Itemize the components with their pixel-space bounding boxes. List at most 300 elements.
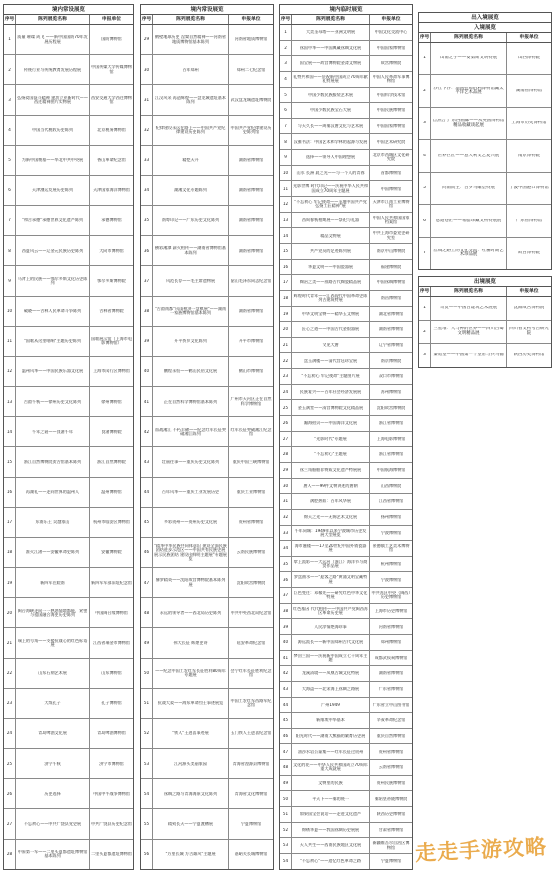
- exhibition-name: "古韵南都"风雨相济一盘棋展"——湖南一家族博物馆基本陈列: [154, 306, 227, 316]
- exhibition-name-cell: [153, 417, 229, 446]
- applicant-unit: 浙江自然博物院: [97, 459, 126, 464]
- exhibition-name-cell: [16, 719, 90, 748]
- table-row: [141, 628, 273, 658]
- row-number-cell: [280, 307, 292, 322]
- row-number: 50: [143, 671, 150, 676]
- exhibition-name: 金玉满堂——清宫博物院文化精品展: [297, 405, 364, 410]
- applicant-unit-cell: [229, 297, 273, 326]
- row-number: 37: [282, 593, 289, 598]
- exhibition-name: 瑞上的号角——支援抗战心的红色标语展: [17, 638, 88, 648]
- applicant-unit-cell: [90, 809, 133, 838]
- table-row: [141, 206, 273, 236]
- applicant-unit: 湖南省博物馆: [378, 671, 404, 676]
- exhibition-name: 满腔热血：百年风华展: [310, 499, 351, 504]
- row-number: 49: [282, 780, 289, 785]
- row-number-cell: [4, 478, 16, 507]
- row-number-cell: [141, 719, 153, 748]
- applicant-unit-cell: [229, 25, 273, 54]
- row-number-cell: [141, 659, 153, 688]
- table-row: [4, 116, 133, 146]
- exhibition-name: 油沙水岩公篆集——红军长征过贵州: [297, 749, 364, 754]
- row-number-cell: [4, 387, 16, 416]
- row-number-cell: [4, 327, 16, 356]
- applicant-unit: 辽宁省博物馆: [378, 342, 404, 347]
- row-number: 1: [8, 37, 11, 42]
- table-row: [280, 88, 412, 104]
- table-row: [280, 854, 412, 869]
- applicant-unit-cell: [370, 56, 412, 71]
- applicant-unit: 双口市博物馆: [378, 374, 404, 379]
- table-row: [280, 228, 412, 244]
- table-row: [280, 119, 412, 135]
- applicant-unit: 浙江省博物馆: [378, 421, 404, 426]
- row-number-cell: [4, 538, 16, 567]
- row-number-cell: [4, 568, 16, 597]
- applicant-unit: 天津市江南工业博物馆: [372, 200, 410, 209]
- applicant-unit-cell: [370, 275, 412, 290]
- table-row: [280, 807, 412, 823]
- exhibition-name: 平天下——秦的统一: [312, 796, 349, 801]
- applicant-unit-cell: [229, 357, 273, 386]
- table-row: [280, 619, 412, 635]
- applicant-unit: 云南民族博物馆: [236, 550, 266, 555]
- exhibition-name-cell: [16, 266, 90, 295]
- exhibition-name-cell: [16, 809, 90, 838]
- table-row: [141, 749, 273, 779]
- applicant-unit: 广东省博物馆: [515, 218, 543, 223]
- row-number-cell: [280, 682, 292, 697]
- applicant-unit: 江西省博物馆: [378, 499, 404, 504]
- exhibition-name-cell: [16, 478, 90, 507]
- row-number: 26: [282, 421, 289, 426]
- exhibition-name-cell: [153, 478, 229, 507]
- row-number: 50: [282, 796, 289, 801]
- row-number: 2: [8, 67, 11, 72]
- row-number-cell: [419, 344, 431, 367]
- table-row: [4, 176, 133, 206]
- applicant-unit-cell: [90, 447, 133, 476]
- exhibition-name-cell: [292, 791, 370, 806]
- row-number-cell: [4, 25, 16, 54]
- table-body: [419, 297, 551, 367]
- applicant-unit: 江西省瑞金市博物馆: [93, 640, 130, 645]
- row-number-cell: [419, 108, 431, 139]
- table-row: [419, 75, 551, 107]
- exhibition-name: 济宁千秋: [44, 761, 61, 766]
- exhibition-name-cell: [153, 508, 229, 537]
- row-number-cell: [419, 297, 431, 320]
- applicant-unit-cell: [229, 266, 273, 295]
- table-row: [280, 181, 412, 197]
- header-unit: 申报单位: [519, 35, 539, 40]
- applicant-unit-cell: [507, 108, 551, 139]
- exhibition-name: 华夏文明——中国瓷器展: [307, 264, 354, 269]
- row-number: 9: [8, 278, 11, 283]
- applicant-unit: 延安革命纪念馆: [236, 640, 266, 645]
- applicant-unit: 上海市历史博物馆: [374, 608, 408, 613]
- exhibition-name-cell: [153, 628, 229, 657]
- applicant-unit-cell: [370, 744, 412, 759]
- exhibition-name: 与天久长——周秦汉唐文化与艺术展: [297, 124, 364, 129]
- row-number: 18: [282, 296, 289, 301]
- applicant-unit-cell: [229, 779, 273, 808]
- row-number-cell: [280, 260, 292, 275]
- exhibition-name: 选择——领导人中国理想展: [305, 155, 356, 160]
- row-number-cell: [280, 526, 292, 541]
- table-row: [141, 508, 273, 538]
- row-number-cell: [280, 103, 292, 118]
- table-row: [280, 103, 412, 119]
- applicant-unit-cell: [90, 478, 133, 507]
- row-number-cell: [419, 173, 431, 204]
- applicant-unit-cell: [229, 719, 273, 748]
- table-row: [280, 166, 412, 182]
- exhibition-name-cell: [292, 807, 370, 822]
- applicant-unit: 山西博物院: [518, 56, 540, 61]
- exhibition-name: 又见大唐: [322, 342, 339, 347]
- applicant-unit-cell: [229, 236, 273, 265]
- row-number: 41: [282, 655, 289, 660]
- row-number-cell: [419, 75, 431, 106]
- applicant-unit-cell: [229, 417, 273, 446]
- table-row: [4, 327, 133, 357]
- row-number-cell: [419, 205, 431, 236]
- applicant-unit: 中国国家博物馆: [376, 124, 406, 129]
- row-number: 12: [6, 369, 13, 374]
- applicant-unit-cell: [90, 840, 133, 869]
- header-name: 陈列展览名称: [153, 15, 229, 24]
- table-row: [141, 478, 273, 508]
- table-row: [141, 689, 273, 719]
- applicant-unit: 湖南省博物馆: [378, 327, 404, 332]
- row-number-cell: [280, 666, 292, 681]
- applicant-unit: 天津国家海洋博物馆: [93, 188, 130, 193]
- row-number: 8: [284, 139, 287, 144]
- applicant-unit: 红军长征突破湘江纪念馆: [230, 427, 272, 436]
- row-number: 2: [423, 329, 426, 334]
- row-number-cell: [4, 598, 16, 627]
- applicant-unit: 湖南省博物馆: [515, 88, 543, 93]
- table-row: [141, 417, 273, 447]
- applicant-unit: 湖南省博物馆: [238, 158, 264, 163]
- applicant-unit: 中共中央西北局纪念馆: [230, 610, 272, 615]
- applicant-unit-cell: [90, 116, 133, 145]
- exhibition-name: 江汉风采 再造辉煌——盘龙城遗址基本陈列: [155, 95, 226, 104]
- header-unit: 申报单位: [381, 17, 401, 22]
- exhibition-name-cell: [292, 588, 370, 603]
- table-row: [419, 108, 551, 140]
- exhibition-name-cell: [292, 166, 370, 181]
- table-row: [280, 604, 412, 620]
- applicant-unit: 国歌展示馆（上海市电影博物馆）: [91, 337, 132, 346]
- applicant-unit: 中共上海市委党史研究室: [372, 231, 410, 240]
- exhibition-name: 南粤印记——广东历史文化陈列: [161, 218, 220, 223]
- exhibition-name-cell: [153, 809, 229, 838]
- table-row: [141, 659, 273, 689]
- applicant-unit: 景德镇工艺美术博物馆: [372, 544, 410, 553]
- row-number-cell: [4, 85, 16, 114]
- table-row: [141, 719, 273, 749]
- table-row: [141, 447, 273, 477]
- row-number-cell: [280, 760, 292, 775]
- exhibition-name: 多彩贵州——贵州历史文化展: [163, 520, 218, 525]
- applicant-unit: 上海市闵行区博物馆: [93, 369, 130, 374]
- row-number-cell: [4, 266, 16, 295]
- table-row: [280, 666, 412, 682]
- applicant-unit: 中国共产党纪律建设历史陈列馆: [230, 125, 272, 135]
- exhibition-name: 精挖天开: [182, 158, 199, 163]
- exhibition-name-cell: [431, 297, 507, 320]
- table-row: [141, 25, 273, 55]
- applicant-unit: 中国文化交流中心: [374, 30, 408, 35]
- row-number-cell: [4, 659, 16, 688]
- exhibition-name: 新四军在皖南: [40, 580, 65, 585]
- applicant-unit-cell: [370, 150, 412, 165]
- applicant-unit-cell: [370, 557, 412, 572]
- exhibition-name-cell: [292, 776, 370, 791]
- row-number-cell: [280, 463, 292, 478]
- header-no: 序号: [141, 17, 152, 22]
- applicant-unit-cell: [90, 719, 133, 748]
- exhibition-name-cell: [16, 55, 90, 84]
- exhibition-name: 山水 长洲 晨之光——与一个人的青春: [296, 170, 365, 175]
- exhibition-name: "不忘初心 牢记使命"主题图片展: [301, 374, 360, 379]
- panel-entry-exhibitions: [418, 12, 552, 270]
- exhibition-name-cell: [153, 357, 229, 386]
- table-row: [4, 508, 133, 538]
- applicant-unit: 河南省博物馆: [378, 624, 404, 629]
- exhibition-name: 民族复兴——百年社会经济发展展: [299, 389, 362, 394]
- row-number: 44: [282, 702, 289, 707]
- panel-title: 境内常设展览: [4, 5, 133, 15]
- applicant-unit-cell: [370, 134, 412, 149]
- header-no: 序号: [419, 35, 430, 40]
- row-number: 21: [282, 342, 289, 347]
- row-number-cell: [280, 604, 292, 619]
- row-number: 4: [423, 153, 426, 158]
- exhibition-name-cell: [292, 682, 370, 697]
- row-number-cell: [4, 236, 16, 265]
- applicant-unit: 国防博物馆: [101, 37, 122, 42]
- table-row: [141, 297, 273, 327]
- exhibition-name-cell: [292, 823, 370, 838]
- table-row: [4, 478, 133, 508]
- exhibition-name: 天津漕运发展历史陈列: [32, 188, 73, 193]
- applicant-unit: 青海省文化博物馆: [234, 791, 268, 796]
- applicant-unit: 中国国家博物馆: [376, 45, 406, 50]
- row-number: 2: [284, 45, 287, 50]
- row-number: 39: [143, 339, 150, 344]
- exhibition-name: 国宝展——故宫博物院金漆文物展: [299, 61, 362, 66]
- applicant-unit-cell: [370, 400, 412, 415]
- row-number-cell: [141, 809, 153, 838]
- exhibition-name: "不忘初心"主题展: [314, 452, 347, 457]
- applicant-unit-cell: [370, 572, 412, 587]
- exhibition-name-cell: [292, 275, 370, 290]
- applicant-unit: 沈阳故宫博物院: [376, 405, 406, 410]
- table-header: [141, 15, 273, 25]
- applicant-unit-cell: [370, 338, 412, 353]
- exhibition-name: 沙丘下浮：法国拉布伯利博物馆藏太平洋艺术品展: [433, 86, 504, 96]
- row-number: 21: [6, 640, 13, 645]
- row-number-cell: [280, 150, 292, 165]
- exhibition-name: 壮丽往事——重庆历史文化陈列: [161, 459, 220, 464]
- applicant-unit-cell: [370, 651, 412, 666]
- applicant-unit-cell: [229, 387, 273, 416]
- exhibition-name-cell: [292, 572, 370, 587]
- exhibition-name: 西夏风云——辽金元民族历史陈列: [21, 248, 84, 253]
- table-row: [141, 236, 273, 266]
- exhibition-name: 山东石刻艺术展: [38, 671, 67, 676]
- row-number: 6: [423, 218, 426, 223]
- applicant-unit: 宁波博物馆: [380, 577, 402, 582]
- row-number-cell: [280, 588, 292, 603]
- applicant-unit-cell: [370, 791, 412, 806]
- exhibition-name-cell: [292, 619, 370, 634]
- row-number: 43: [282, 687, 289, 692]
- panel-title: 出入境展览: [419, 13, 551, 23]
- exhibition-name-cell: [292, 338, 370, 353]
- applicant-unit: 湖北省博物馆: [378, 311, 404, 316]
- table-row: [280, 307, 412, 323]
- row-number-cell: [141, 25, 153, 54]
- header-unit: 申报单位: [519, 289, 539, 294]
- table-row: [280, 776, 412, 792]
- table-row: [280, 494, 412, 510]
- table-row: [141, 357, 273, 387]
- table-row: [4, 236, 133, 266]
- applicant-unit-cell: [90, 387, 133, 416]
- table-row: [141, 327, 273, 357]
- exhibition-name-cell: [16, 85, 90, 114]
- exhibition-name: 三星堆：人与神的世界——四川古蜀文明精品展: [433, 327, 504, 336]
- applicant-unit-cell: [370, 635, 412, 650]
- table-row: [4, 719, 133, 749]
- table-row: [280, 463, 412, 479]
- row-number: 38: [282, 608, 289, 613]
- applicant-unit: 鄂尔多斯博物院: [97, 278, 126, 283]
- row-number-cell: [141, 417, 153, 446]
- table-row: [280, 823, 412, 839]
- exhibition-name-cell: [292, 41, 370, 56]
- row-number: 28: [6, 852, 13, 857]
- exhibition-name-cell: [153, 85, 229, 114]
- row-number-cell: [141, 327, 153, 356]
- table-row: [141, 176, 273, 206]
- table-row: [280, 338, 412, 354]
- exhibition-name: 秦始皇——中国第一个皇帝与兵马俑: [433, 353, 504, 358]
- table-row: [280, 213, 412, 229]
- row-number-cell: [280, 479, 292, 494]
- applicant-unit-cell: [229, 85, 273, 114]
- row-number-cell: [280, 338, 292, 353]
- exhibition-name-cell: [153, 689, 229, 718]
- applicant-unit-cell: [370, 385, 412, 400]
- row-number-cell: [280, 635, 292, 650]
- table-row: [280, 72, 412, 88]
- table-row: [280, 41, 412, 57]
- row-number-cell: [280, 72, 292, 87]
- table-row: [141, 809, 273, 839]
- row-number-cell: [280, 432, 292, 447]
- table-row: [4, 55, 133, 85]
- table-row: [4, 628, 133, 658]
- row-number: 33: [282, 530, 289, 535]
- exhibition-name: 丝国中华——中国典藏丝绸文化展: [299, 45, 362, 50]
- applicant-unit-cell: [90, 357, 133, 386]
- applicant-unit: 北京市西城区文化研究院: [372, 153, 410, 162]
- applicant-unit: 南京博物院: [380, 358, 402, 363]
- row-number-cell: [141, 387, 153, 416]
- row-number: 49: [143, 640, 150, 645]
- row-number: 43: [143, 459, 150, 464]
- row-number: 4: [8, 127, 11, 132]
- row-number: 10: [282, 170, 289, 175]
- exhibition-name-cell: [16, 538, 90, 567]
- applicant-unit: 河南省地质博物馆: [234, 37, 268, 42]
- row-number: 17: [6, 520, 13, 525]
- exhibition-name-cell: [292, 260, 370, 275]
- applicant-unit: 福建博物院: [380, 264, 402, 269]
- panel-domestic-temporary: [279, 4, 413, 870]
- applicant-unit-cell: [370, 588, 412, 603]
- applicant-unit: 开平市博物馆: [238, 339, 264, 344]
- applicant-unit: 宁夏博物馆: [240, 821, 262, 826]
- applicant-unit-cell: [229, 840, 273, 869]
- exhibition-name: 丝绸之路与青海海原文化陈列: [163, 791, 218, 796]
- applicant-unit: 中共广饶县历史纪念馆: [91, 821, 132, 826]
- applicant-unit: 杭州市临安区博物馆: [93, 520, 130, 525]
- table-row: [141, 387, 273, 417]
- row-number-cell: [280, 181, 292, 196]
- table-row: [280, 682, 412, 698]
- table-row: [141, 598, 273, 628]
- applicant-unit: 湖南省博物馆: [238, 188, 264, 193]
- applicant-unit-cell: [229, 659, 273, 688]
- applicant-unit: 韶山毛泽东同志纪念馆: [230, 278, 272, 283]
- exhibition-name-cell: [153, 55, 229, 84]
- row-number: 10: [6, 308, 13, 313]
- table-row: [141, 538, 273, 568]
- table-row: [4, 568, 133, 598]
- exhibition-name-cell: [292, 432, 370, 447]
- row-number-cell: [280, 228, 292, 243]
- exhibition-name: "国歌从这里唱响"主题历史陈列: [24, 339, 81, 344]
- applicant-unit-cell: [229, 749, 273, 778]
- exhibition-name-cell: [431, 75, 507, 106]
- table-row: [280, 416, 412, 432]
- exhibition-name-cell: [292, 698, 370, 713]
- row-number-cell: [141, 146, 153, 175]
- exhibition-name: 淮火江渚——安徽革命史陈列: [25, 550, 80, 555]
- applicant-unit: 鹤山市博物馆: [238, 369, 264, 374]
- applicant-unit: 中国工农红军西路军纪念馆: [230, 699, 272, 708]
- applicant-unit: 上海电影博物馆: [376, 436, 406, 441]
- applicant-unit: 中国民族博物馆: [376, 108, 406, 113]
- applicant-unit: 良渚博物院: [101, 429, 122, 434]
- exhibition-name: 风范长存——毛主席遗物展: [165, 278, 216, 283]
- header-name: 陈列展览名称: [292, 15, 370, 24]
- exhibition-name: 红色基因 代代相传——中国共产党闽西苏区革命历史展: [293, 606, 368, 616]
- applicant-unit-cell: [90, 538, 133, 567]
- applicant-unit: 南昌博物馆: [380, 296, 402, 301]
- applicant-unit: 中国传媒大学传媒博物馆: [91, 65, 132, 74]
- exhibition-name-cell: [431, 344, 507, 367]
- table-row: [141, 568, 273, 598]
- exhibition-name: 历史选择: [44, 791, 61, 796]
- row-number: 44: [143, 490, 150, 495]
- exhibition-name: 中原第一军——二里头夏都遗址博物馆基本陈列: [17, 849, 88, 859]
